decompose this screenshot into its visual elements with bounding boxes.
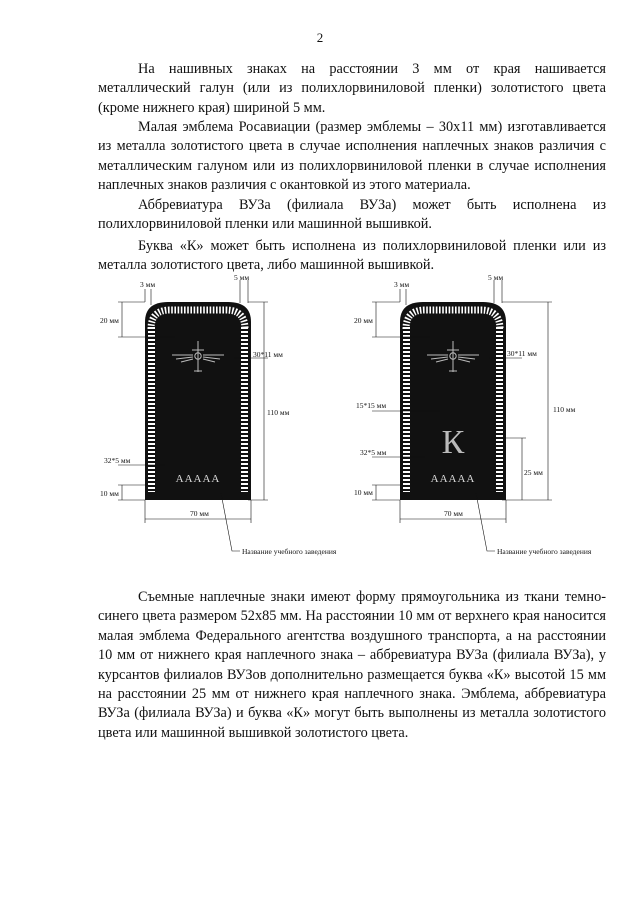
strap-left xyxy=(145,302,251,500)
dim-left-3: 3 мм xyxy=(140,280,156,289)
dim-left-5: 5 мм xyxy=(234,275,250,282)
dim-right-5: 5 мм xyxy=(488,275,504,282)
shoulder-straps-figure xyxy=(0,275,640,565)
dim-right-32: 32*5 мм xyxy=(360,448,387,457)
dim-left-10: 10 мм xyxy=(100,489,119,498)
dim-right-10: 10 мм xyxy=(354,488,373,497)
dim-right-110: 110 мм xyxy=(553,405,576,414)
dim-right-25: 25 мм xyxy=(524,468,543,477)
page-number: 2 xyxy=(316,30,324,45)
dim-left-emblem: 30*11 мм xyxy=(253,350,283,359)
paragraph-abbreviation: Аббревиатура ВУЗа (филиала ВУЗа) может быть исполнена из полихлорвиниловой пленки или машинной вышивкой. xyxy=(98,197,606,233)
caption-right: Название учебного заведения xyxy=(497,547,592,556)
dim-left-20: 20 мм xyxy=(100,316,119,325)
dim-right-3: 3 мм xyxy=(394,280,410,289)
dim-right-emblem: 30*11 мм xyxy=(507,349,537,358)
dim-left-110: 110 мм xyxy=(267,408,290,417)
dim-left-32: 32*5 мм xyxy=(104,456,131,465)
letter-k: К xyxy=(441,424,465,461)
abbr-right: АААAA xyxy=(430,473,476,485)
dim-right-15: 15*15 мм xyxy=(356,401,387,410)
caption-left: Название учебного заведения xyxy=(242,547,337,556)
dim-left-70: 70 мм xyxy=(190,509,209,518)
abbr-left: АААAA xyxy=(175,473,221,485)
paragraph-braid: На нашивных знаках на расстоянии 3 мм от края нашивается металлический галун (или из полихлорвиниловой пленки) золотистого цвета (кроме нижнего края) шириной 5 мм. xyxy=(98,61,606,116)
paragraph-removable-straps: Съемные наплечные знаки имеют форму прямоугольника из ткани темно-синего цвета размером 52x85 мм. На расстоянии 10 мм от верхнего края наносится малая эмблема Федерального агентства воздушного транспорта, а на расстоянии 10 мм от нижнего края наплечного знака – аббревиатура ВУЗа (филиала ВУЗа), у курсантов филиалов ВУЗов дополнительно размещается буква «К» высотой 15 мм на расстоянии 25 мм от нижнего края наплечного знака. Эмблема, аббревиатура ВУЗа (филиала ВУЗа) и буква «К» могут быть выполнены из металла золотистого цвета или машинной вышивкой золотистого цвета. xyxy=(98,589,606,741)
dim-right-70: 70 мм xyxy=(444,509,463,518)
dim-right-20: 20 мм xyxy=(354,316,373,325)
paragraph-emblem: Малая эмблема Росавиации (размер эмблемы – 30x11 мм) изготавливается из металла золотистого цвета в случае исполнения наплечных знаков различия с металлическим галуном или из полихлорвиниловой пленки в случае исполнения наплечных знаков различия с окантовкой из этого материала. xyxy=(98,119,606,194)
strap-right xyxy=(400,302,506,500)
paragraph-letter-k: Буква «К» может быть исполнена из полихлорвиниловой пленки или из металла золотистого цвета, либо машинной вышивкой. xyxy=(98,238,606,274)
